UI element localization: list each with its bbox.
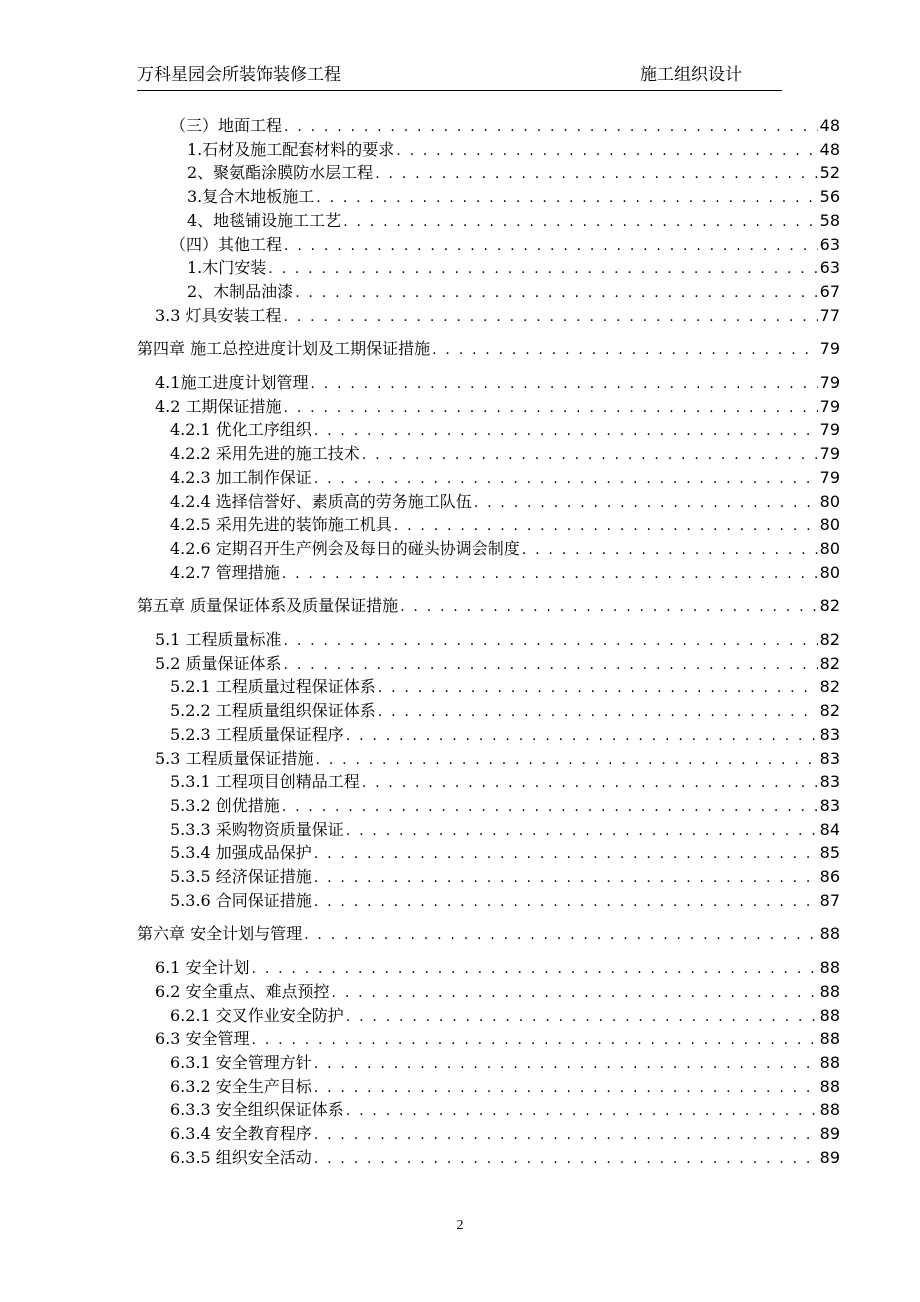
toc-entry[interactable] bbox=[170, 769, 840, 793]
toc-dot-leader bbox=[282, 564, 818, 584]
toc-entry-page: 84 bbox=[819, 819, 840, 839]
toc-entry[interactable] bbox=[155, 303, 840, 327]
toc-entry[interactable] bbox=[170, 793, 840, 817]
toc-entry-title: 第六章 安全计划与管理 bbox=[137, 924, 303, 944]
toc-entry-title: 2、木制品油漆 bbox=[187, 281, 294, 301]
toc-entry[interactable] bbox=[155, 1026, 840, 1050]
toc-dot-leader bbox=[432, 340, 818, 360]
toc-dot-leader bbox=[314, 469, 818, 489]
toc-dot-leader bbox=[314, 844, 818, 864]
toc-entry-title: 6.2 安全重点、难点预控 bbox=[155, 981, 330, 1001]
toc-dot-leader bbox=[284, 236, 818, 256]
toc-entry-page: 79 bbox=[819, 339, 840, 359]
toc-entry[interactable] bbox=[155, 651, 840, 675]
toc-dot-leader bbox=[400, 597, 818, 617]
toc-dot-leader bbox=[284, 307, 818, 327]
toc-entry[interactable] bbox=[170, 489, 840, 513]
toc-entry-title: 5.3.4 加强成品保护 bbox=[170, 843, 312, 863]
toc-entry-title: 5.3.1 工程项目创精品工程 bbox=[170, 772, 360, 792]
toc-entry-page: 80 bbox=[819, 538, 840, 558]
toc-entry-page: 88 bbox=[819, 1076, 840, 1096]
toc-dot-leader bbox=[343, 212, 817, 232]
toc-entry-title: 4.2.7 管理措施 bbox=[170, 562, 280, 582]
toc-entry-page: 83 bbox=[819, 772, 840, 792]
toc-entry-title: 第四章 施工总控进度计划及工期保证措施 bbox=[137, 339, 431, 359]
toc-dot-leader bbox=[362, 445, 818, 465]
toc-dot-leader bbox=[314, 1054, 818, 1074]
toc-entry-page: 88 bbox=[819, 1005, 840, 1025]
toc-dot-leader bbox=[314, 421, 818, 441]
toc-entry-page: 82 bbox=[819, 677, 840, 697]
toc-entry-page: 82 bbox=[819, 701, 840, 721]
toc-entry[interactable] bbox=[187, 160, 840, 184]
toc-entry[interactable] bbox=[170, 1121, 840, 1145]
toc-entry-page: 83 bbox=[819, 748, 840, 768]
toc-entry-title: 6.3.1 安全管理方针 bbox=[170, 1052, 312, 1072]
toc-entry-title: 6.3.3 安全组织保证体系 bbox=[170, 1100, 344, 1120]
toc-entry-title: 6.2.1 交叉作业安全防护 bbox=[170, 1005, 344, 1025]
toc-entry-title: 5.1 工程质量标准 bbox=[155, 630, 282, 649]
toc-entry-title: 4.2.3 加工制作保证 bbox=[170, 467, 312, 487]
toc-entry[interactable] bbox=[170, 1050, 840, 1074]
toc-entry[interactable] bbox=[170, 1097, 840, 1121]
toc-entry-page: 63 bbox=[819, 258, 840, 278]
toc-dot-leader bbox=[378, 702, 818, 722]
toc-entry-title: 4.2.1 优化工序组织 bbox=[170, 420, 312, 440]
toc-entry[interactable] bbox=[170, 560, 840, 584]
toc-entry-title: （三）地面工程 bbox=[170, 116, 283, 135]
toc-entry-page: 79 bbox=[819, 396, 840, 416]
toc-entry-title: 1.石材及施工配套材料的要求 bbox=[187, 139, 395, 159]
toc-entry[interactable] bbox=[155, 627, 840, 651]
toc-entry-page: 82 bbox=[819, 630, 840, 649]
toc-entry-page: 88 bbox=[819, 924, 840, 944]
page-number: 2 bbox=[456, 1218, 464, 1233]
toc-dot-leader bbox=[284, 655, 818, 675]
toc-entry-page: 58 bbox=[819, 210, 840, 230]
toc-entry[interactable] bbox=[155, 979, 840, 1003]
toc-dot-leader bbox=[522, 540, 818, 560]
toc-dot-leader bbox=[316, 188, 817, 208]
toc-entry-title: 4、地毯铺设施工工艺 bbox=[187, 210, 342, 230]
toc-entry[interactable] bbox=[170, 232, 840, 256]
toc-entry-page: 79 bbox=[819, 444, 840, 464]
toc-entry[interactable] bbox=[170, 674, 840, 698]
toc-entry-title: 4.1施工进度计划管理 bbox=[155, 373, 309, 392]
toc-dot-leader bbox=[314, 1078, 818, 1098]
toc-entry-page: 56 bbox=[819, 187, 840, 207]
toc-entry-title: 2、聚氨酯涂膜防水层工程 bbox=[187, 163, 374, 183]
toc-entry-title: 3.3 灯具安装工程 bbox=[155, 305, 282, 325]
toc-entry-title: 6.3.2 安全生产目标 bbox=[170, 1076, 312, 1096]
toc-entry-title: 5.3 工程质量保证措施 bbox=[155, 748, 314, 768]
toc-entry[interactable] bbox=[170, 1003, 840, 1027]
toc-entry[interactable] bbox=[170, 441, 840, 465]
toc-entry-page: 52 bbox=[819, 163, 840, 183]
toc-entry[interactable] bbox=[170, 417, 840, 441]
toc-entry[interactable] bbox=[170, 465, 840, 489]
toc-entry-title: 5.2 质量保证体系 bbox=[155, 653, 282, 673]
toc-entry-page: 89 bbox=[819, 1124, 840, 1143]
toc-entry-page: 88 bbox=[819, 1052, 840, 1072]
toc-entry[interactable] bbox=[137, 336, 840, 360]
toc-dot-leader bbox=[316, 750, 818, 770]
toc-entry-title: 5.3.3 采购物资质量保证 bbox=[170, 819, 344, 839]
toc-dot-leader bbox=[314, 868, 818, 888]
toc-entry[interactable] bbox=[155, 370, 840, 394]
toc-entry-page: 88 bbox=[819, 958, 840, 978]
toc-entry[interactable] bbox=[187, 208, 840, 232]
toc-entry[interactable] bbox=[170, 113, 840, 137]
toc-entry-page: 86 bbox=[819, 867, 840, 886]
toc-entry[interactable] bbox=[170, 536, 840, 560]
running-header-right: 施工组织设计 bbox=[640, 65, 742, 85]
toc-entry[interactable] bbox=[155, 746, 840, 770]
toc-entry[interactable] bbox=[170, 1074, 840, 1098]
toc-entry-page: 79 bbox=[819, 467, 840, 487]
toc-entry-page: 88 bbox=[819, 1100, 840, 1120]
running-header-left: 万科星园会所装饰装修工程 bbox=[137, 65, 341, 85]
toc-entry[interactable] bbox=[187, 184, 840, 208]
toc-dot-leader bbox=[314, 1125, 818, 1145]
toc-entry-page: 48 bbox=[819, 139, 840, 159]
toc-entry-page: 87 bbox=[819, 890, 840, 910]
toc-dot-leader bbox=[375, 164, 817, 184]
toc-dot-leader bbox=[284, 117, 818, 137]
toc-entry-title: 4.2.2 采用先进的施工技术 bbox=[170, 444, 360, 464]
toc-dot-leader bbox=[310, 374, 817, 394]
toc-dot-leader bbox=[346, 1101, 818, 1121]
toc-entry-page: 83 bbox=[819, 724, 840, 744]
toc-entry-page: 80 bbox=[819, 562, 840, 582]
toc-entry-title: 4.2.6 定期召开生产例会及每日的碰头协调会制度 bbox=[170, 538, 520, 558]
toc-entry[interactable] bbox=[187, 279, 840, 303]
toc-dot-leader bbox=[474, 493, 818, 513]
toc-dot-leader bbox=[346, 821, 818, 841]
toc-entry[interactable] bbox=[170, 1145, 840, 1169]
toc-dot-leader bbox=[252, 959, 818, 979]
toc-entry-title: 4.2 工期保证措施 bbox=[155, 396, 282, 416]
toc-entry-page: 63 bbox=[819, 234, 840, 254]
toc-entry-title: 5.3.5 经济保证措施 bbox=[170, 867, 312, 886]
toc-entry[interactable] bbox=[170, 512, 840, 536]
toc-dot-leader bbox=[284, 631, 818, 651]
toc-entry-page: 79 bbox=[819, 373, 840, 392]
toc-entry-title: 5.3.6 合同保证措施 bbox=[170, 890, 312, 910]
toc-dot-leader bbox=[282, 797, 818, 817]
toc-entry-page: 80 bbox=[819, 491, 840, 511]
toc-entry[interactable] bbox=[137, 921, 840, 945]
toc-dot-leader bbox=[268, 259, 817, 279]
toc-entry[interactable] bbox=[137, 593, 840, 617]
toc-entry-title: 5.2.2 工程质量组织保证体系 bbox=[170, 701, 376, 721]
toc-entry-title: 1.木门安装 bbox=[187, 258, 267, 278]
toc-entry[interactable] bbox=[155, 955, 840, 979]
toc-entry[interactable] bbox=[170, 817, 840, 841]
toc-entry[interactable] bbox=[187, 255, 840, 279]
toc-entry-page: 67 bbox=[819, 281, 840, 301]
toc-entry-page: 83 bbox=[819, 795, 840, 815]
toc-entry-title: 第五章 质量保证体系及质量保证措施 bbox=[137, 596, 399, 616]
toc-entry-page: 88 bbox=[819, 981, 840, 1001]
toc-entry-title: 6.3.4 安全教育程序 bbox=[170, 1124, 312, 1143]
toc-entry-page: 89 bbox=[819, 1147, 840, 1167]
toc-entry[interactable] bbox=[170, 888, 840, 912]
toc-entry[interactable] bbox=[187, 137, 840, 161]
toc-entry-title: （四）其他工程 bbox=[170, 234, 283, 254]
toc-dot-leader bbox=[394, 516, 818, 536]
toc-entry-page: 48 bbox=[819, 116, 840, 135]
toc-entry-page: 88 bbox=[819, 1029, 840, 1049]
toc-entry-page: 82 bbox=[819, 653, 840, 673]
toc-entry-title: 4.2.4 选择信誉好、素质高的劳务施工队伍 bbox=[170, 491, 472, 511]
toc-entry[interactable] bbox=[170, 698, 840, 722]
toc-entry-page: 85 bbox=[819, 843, 840, 863]
toc-dot-leader bbox=[346, 726, 818, 746]
toc-entry-title: 5.2.3 工程质量保证程序 bbox=[170, 724, 344, 744]
toc-entry-page: 79 bbox=[819, 420, 840, 440]
toc-entry-title: 5.3.2 创优措施 bbox=[170, 795, 280, 815]
toc-dot-leader bbox=[362, 773, 818, 793]
toc-entry-page: 82 bbox=[819, 596, 840, 616]
toc-entry-page: 80 bbox=[819, 515, 840, 535]
toc-entry[interactable] bbox=[155, 394, 840, 418]
toc-entry-title: 6.1 安全计划 bbox=[155, 958, 250, 978]
toc-entry-title: 6.3 安全管理 bbox=[155, 1029, 250, 1049]
toc-entry-title: 5.2.1 工程质量过程保证体系 bbox=[170, 677, 376, 697]
toc-dot-leader bbox=[314, 1149, 818, 1169]
toc-entry[interactable] bbox=[170, 840, 840, 864]
toc-dot-leader bbox=[396, 141, 817, 161]
toc-entry-title: 4.2.5 采用先进的装饰施工机具 bbox=[170, 515, 392, 535]
toc-dot-leader bbox=[304, 925, 818, 945]
toc-dot-leader bbox=[378, 678, 818, 698]
toc-dot-leader bbox=[252, 1030, 818, 1050]
toc-entry-title: 6.3.5 组织安全活动 bbox=[170, 1147, 312, 1167]
toc-dot-leader bbox=[346, 1007, 818, 1027]
toc-dot-leader bbox=[314, 892, 818, 912]
toc-entry-title: 3.复合木地板施工 bbox=[187, 187, 315, 207]
toc-entry[interactable] bbox=[170, 864, 840, 888]
toc-dot-leader bbox=[295, 283, 817, 303]
toc-dot-leader bbox=[332, 983, 818, 1003]
toc-entry[interactable] bbox=[170, 722, 840, 746]
toc-entry-page: 77 bbox=[819, 305, 840, 325]
toc-dot-leader bbox=[284, 398, 818, 418]
